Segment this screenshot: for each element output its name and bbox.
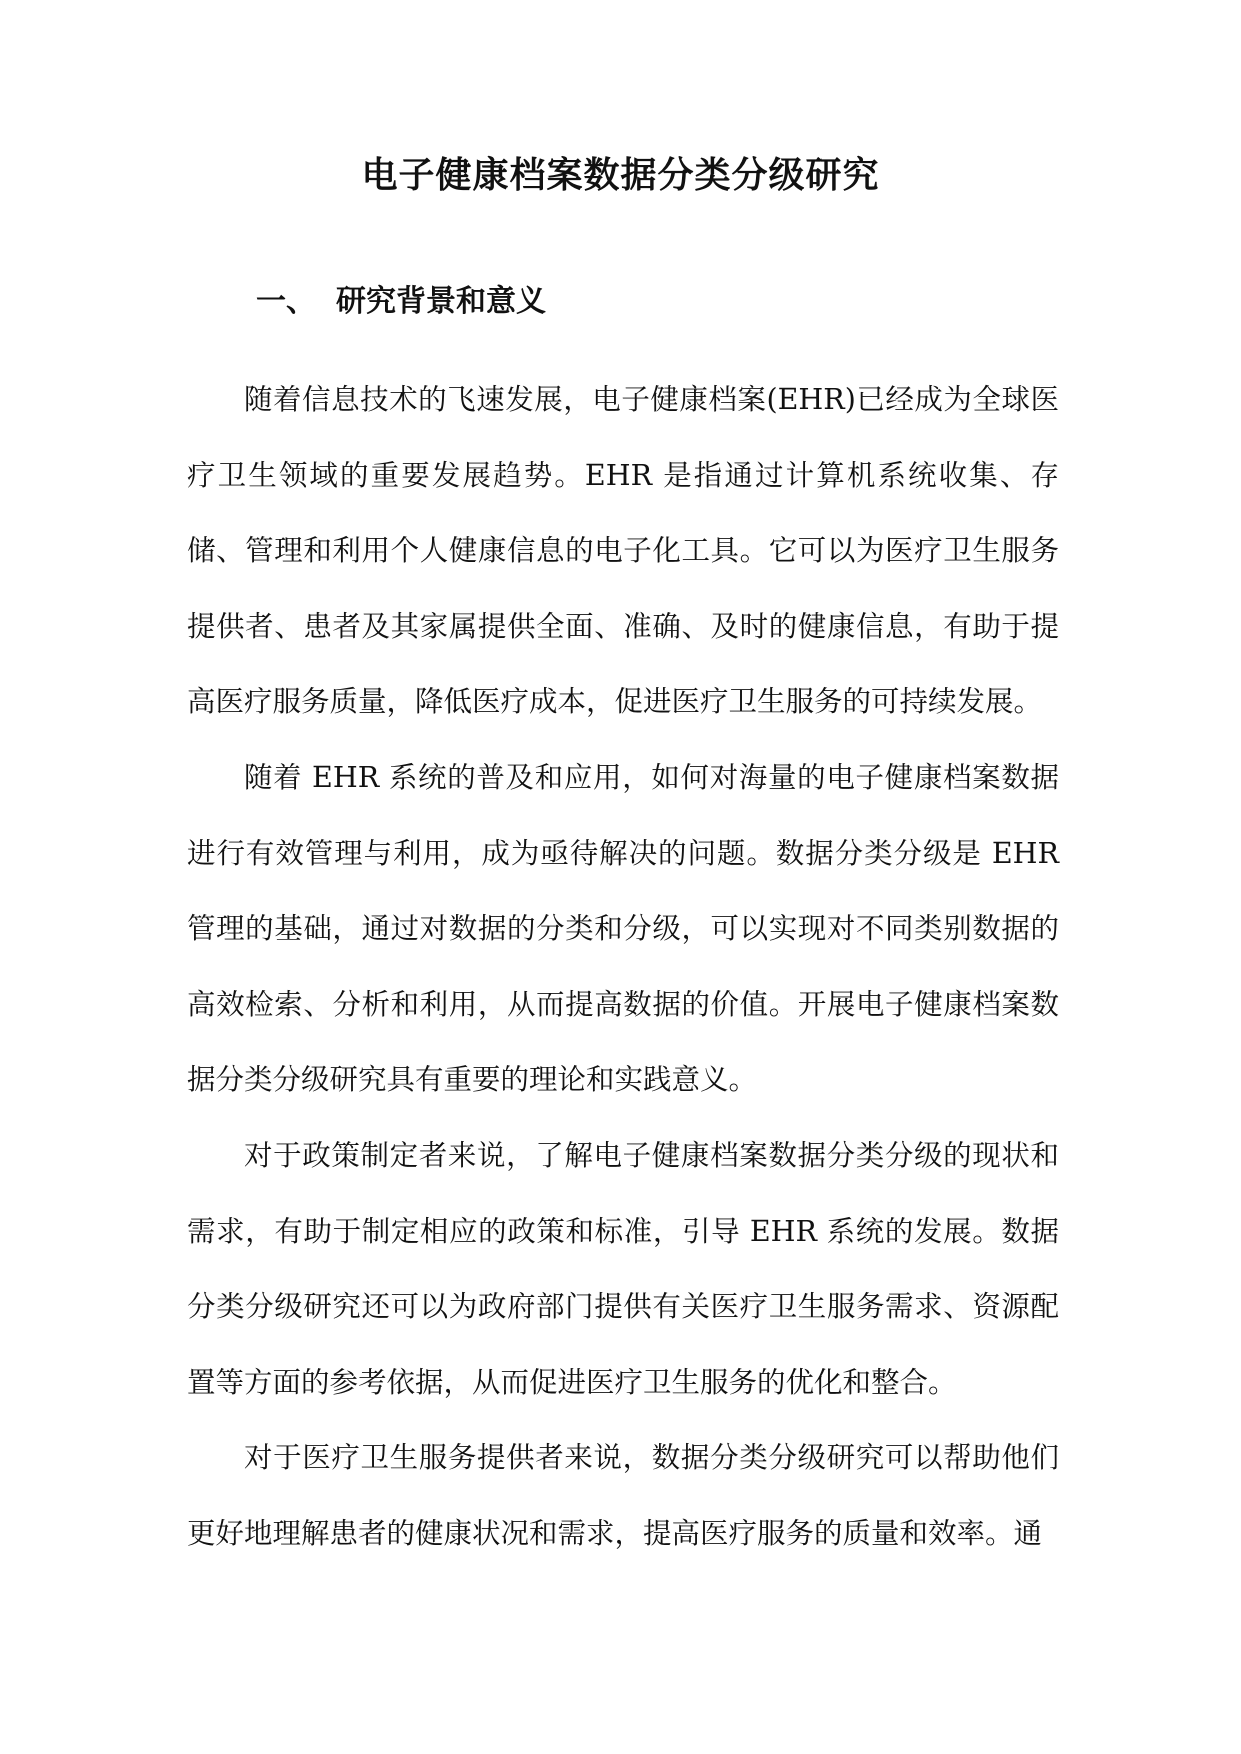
paragraph: 对于医疗卫生服务提供者来说，数据分类分级研究可以帮助他们更好地理解患者的健康状况和需求，提高医疗服务的质量和效率。通	[187, 1441, 1059, 1550]
section-number: 一、	[256, 284, 316, 319]
paragraph: 随着 EHR 系统的普及和应用，如何对海量的电子健康档案数据进行有效管理与利用，成为亟待解决的问题。数据分类分级是 EHR 管理的基础，通过对数据的分类和分级，可以实现对不同类别数据的高效检索、分析和利用，从而提高数据的价值。开展电子健康档案数据分类分级研究具有重要的理论和实践意义。	[187, 760, 1059, 1097]
body-text	[187, 362, 1059, 1572]
section-title: 研究背景和意义	[336, 284, 546, 319]
document-title: 电子健康档案数据分类分级研究	[361, 155, 880, 196]
paragraph: 随着信息技术的飞速发展，电子健康档案(EHR)已经成为全球医疗卫生领域的重要发展趋势。EHR 是指通过计算机系统收集、存储、管理和利用个人健康信息的电子化工具。它可以为医疗卫生服务提供者、患者及其家属提供全面、准确、及时的健康信息，有助于提高医疗服务质量，降低医疗成本，促进医疗卫生服务的可持续发展。	[187, 383, 1059, 719]
paragraph: 对于政策制定者来说，了解电子健康档案数据分类分级的现状和需求，有助于制定相应的政策和标准，引导 EHR 系统的发展。数据分类分级研究还可以为政府部门提供有关医疗卫生服务需求、资源配置等方面的参考依据，从而促进医疗卫生服务的优化和整合。	[187, 1138, 1059, 1399]
section-heading	[256, 280, 546, 324]
